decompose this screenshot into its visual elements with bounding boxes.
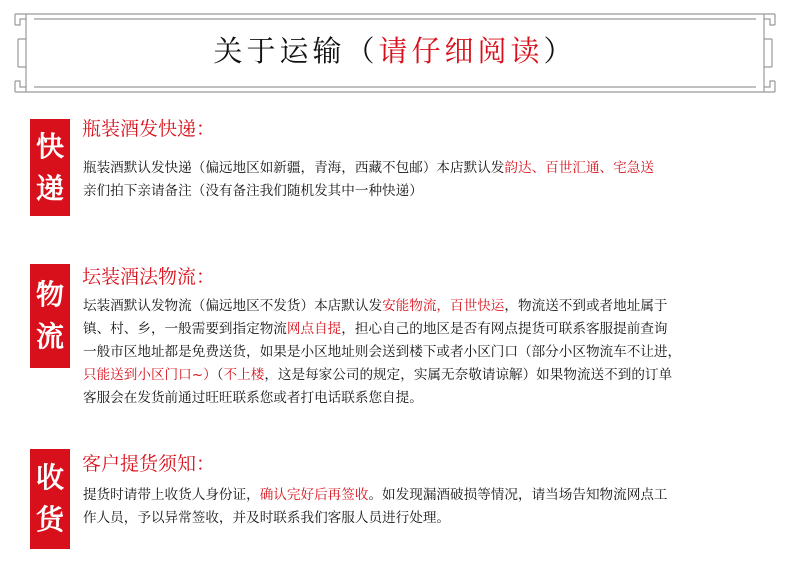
body-line bbox=[83, 364, 773, 387]
body-line bbox=[83, 387, 773, 410]
body-line bbox=[83, 484, 773, 507]
page-title bbox=[0, 33, 790, 69]
text-run: 坛装酒默认发物流（偏远地区不发货）本店默认发 bbox=[83, 298, 383, 314]
badge-char: 快 bbox=[35, 129, 64, 163]
badge-char: 收 bbox=[35, 461, 64, 494]
section-heading: 客户提货须知： bbox=[82, 453, 216, 475]
badge-logistics bbox=[30, 264, 70, 368]
body-line bbox=[83, 318, 773, 341]
text-run: 客服会在发货前通过旺旺联系您或者打电话联系您自提。 bbox=[83, 390, 423, 406]
title-close: ） bbox=[543, 34, 577, 68]
text-run-highlight: 网点自提 bbox=[286, 321, 342, 337]
text-run: 。如发现漏酒破损等情况，请当场告知物流网点工 bbox=[368, 487, 668, 503]
badge-char: 物 bbox=[35, 278, 64, 311]
text-run-highlight: 不上楼 bbox=[223, 367, 265, 383]
text-run: 一般市区地址都是免费送货，如果是小区地址则会送到楼下或者小区门口（部分小区物流车不让进， bbox=[83, 344, 682, 360]
text-run-highlight: 确认完好后再签收 bbox=[259, 487, 369, 503]
text-run: 提货时请带上收货人身份证， bbox=[83, 487, 260, 503]
body-line bbox=[83, 507, 773, 530]
badge-char: 递 bbox=[35, 171, 64, 205]
text-run: 镇、村、乡，一般需要到指定物流 bbox=[83, 321, 287, 337]
text-run-highlight: 安能物流，百世快运 bbox=[382, 298, 505, 314]
text-run: 作人员，予以异常签收，并及时联系我们客服人员进行处理。 bbox=[83, 510, 451, 526]
text-run: ，物流送不到或者地址属于 bbox=[504, 298, 668, 314]
text-run: 亲们拍下亲请备注（没有备注我们随机发其中一种快递） bbox=[83, 183, 423, 199]
badge-pickup bbox=[30, 449, 70, 549]
section-heading: 瓶装酒发快递： bbox=[82, 118, 216, 140]
body-line bbox=[83, 295, 773, 318]
section-body bbox=[83, 157, 773, 203]
badge-express bbox=[30, 119, 70, 216]
badge-char: 货 bbox=[35, 503, 64, 536]
text-run-highlight: 只能送到小区门口~） bbox=[83, 367, 217, 383]
title-main: 关于运输（ bbox=[213, 34, 379, 68]
text-run: ，担心自己的地区是否有网点提货可联系客服提前查询 bbox=[341, 321, 668, 337]
body-line bbox=[83, 157, 773, 180]
text-run: 瓶装酒默认发快递（偏远地区如新疆，青海，西藏不包邮）本店默认发 bbox=[83, 160, 505, 176]
section-heading: 坛装酒法物流： bbox=[82, 266, 216, 288]
body-line bbox=[83, 180, 773, 203]
title-highlight: 请仔细阅读 bbox=[378, 34, 544, 68]
section-body bbox=[83, 484, 773, 530]
text-run-highlight: 韵达、百世汇通、宅急送 bbox=[504, 160, 654, 176]
text-run: ，这是每家公司的规定，实属无奈敬请谅解）如果物流送不到的订单 bbox=[264, 367, 673, 383]
body-line bbox=[83, 341, 773, 364]
badge-char: 流 bbox=[35, 320, 64, 353]
section-body bbox=[83, 295, 773, 410]
text-run: （ bbox=[216, 367, 224, 383]
